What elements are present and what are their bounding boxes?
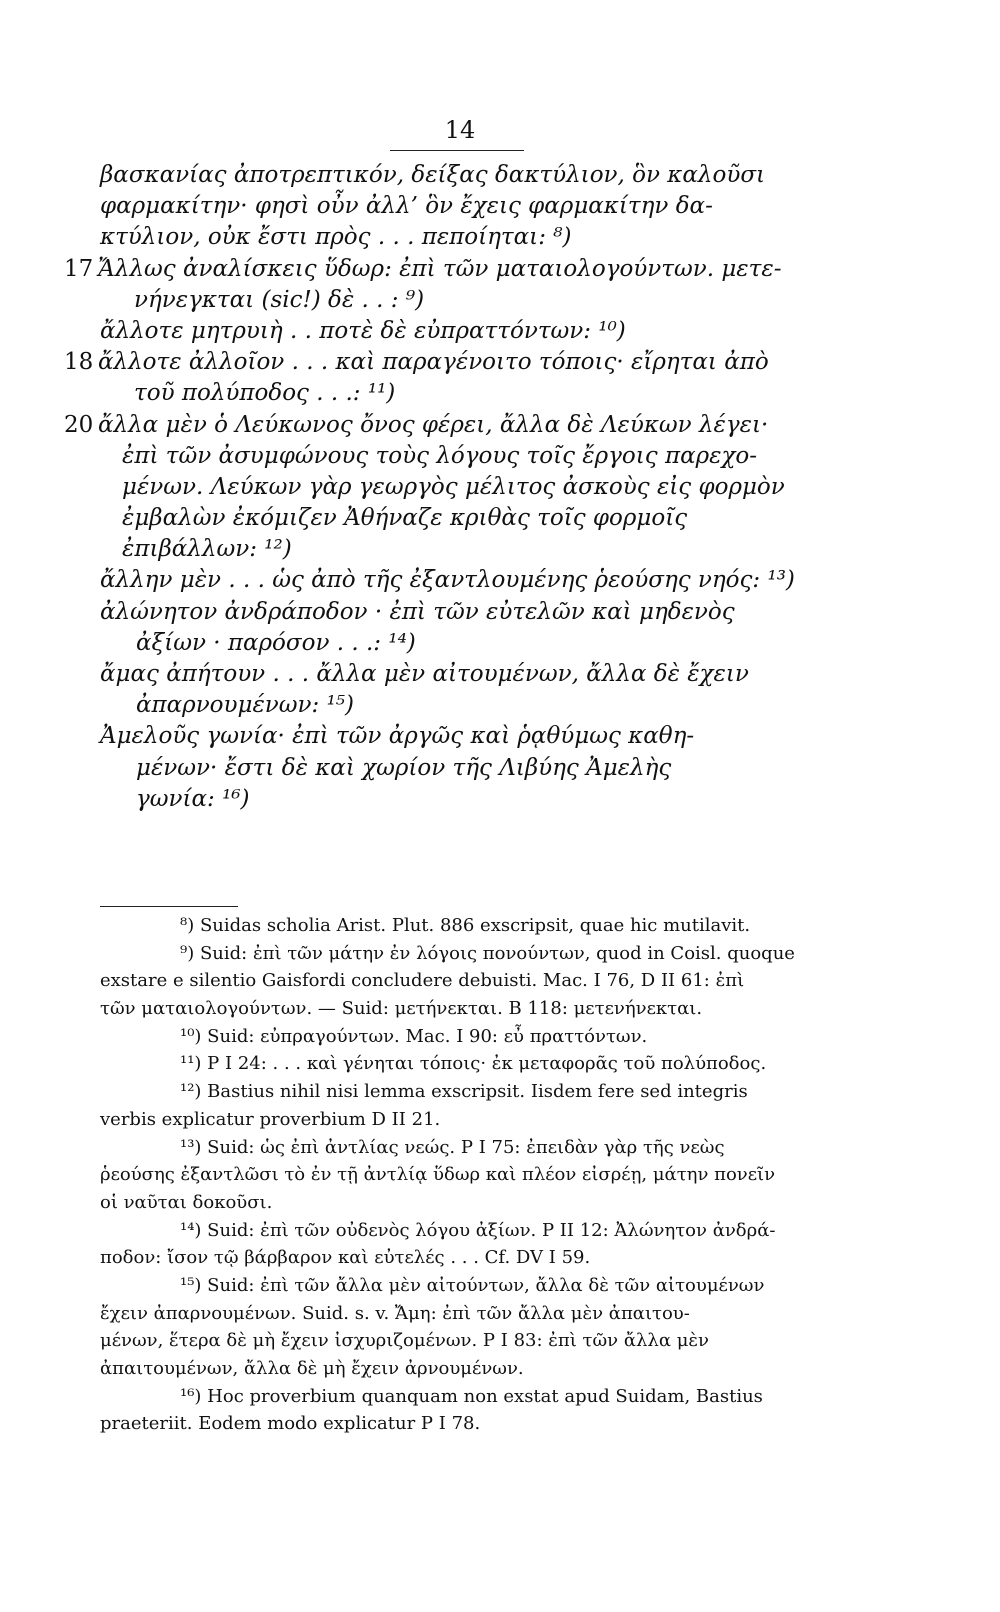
footnote-line: ¹⁴) Suid: ἐπὶ τῶν οὐδενὸς λόγου ἀξίων. P II 12: Ἀλώνητον ἀνδρά- bbox=[180, 1219, 776, 1241]
text-line: κτύλιον, οὐκ ἔστι πρὸς . . . πεποίηται: ⁸) bbox=[100, 224, 572, 251]
text-line: ἀπαρνουμένων: ¹⁵) bbox=[136, 692, 354, 719]
line-number: 18 bbox=[64, 349, 94, 376]
footnote-line: ἀπαιτουμένων, ἄλλα δὲ μὴ ἔχειν ἀρνουμένων. bbox=[100, 1358, 524, 1379]
footnote-line: ¹⁵) Suid: ἐπὶ τῶν ἄλλα μὲν αἰτούντων, ἄλλα δὲ τῶν αἰτουμένων bbox=[180, 1274, 765, 1296]
footnote-line: ⁹) Suid: ἐπὶ τῶν μάτην ἐν λόγοις πονούντων, quod in Coisl. quoque bbox=[180, 942, 795, 964]
text-line: ἀξίων · παρόσον . . .: ¹⁴) bbox=[136, 629, 416, 656]
footnote-rule bbox=[100, 906, 238, 907]
line-number: 20 bbox=[64, 411, 94, 438]
page-number: 14 bbox=[444, 116, 476, 144]
text-line: φαρμακίτην· φησὶ οὖν ἀλλ’ ὃν ἔχεις φαρμακίτην δα- bbox=[100, 193, 713, 220]
text-line: ἄμας ἀπήτουν . . . ἄλλα μὲν αἰτουμένων, ἄλλα δὲ ἔχειν bbox=[100, 661, 749, 687]
line-text: ἄλλοτε ἀλλοῖον . . . καὶ παραγένοιτο τόποις· εἴρηται ἀπὸ bbox=[98, 349, 769, 376]
footnote-line: ¹⁶) Hoc proverbium quanquam non exstat apud Suidam, Bastius bbox=[180, 1385, 763, 1407]
footnote-line: ¹¹) P I 24: . . . καὶ γένηται τόποις· ἐκ μεταφορᾶς τοῦ πολύποδος. bbox=[180, 1053, 767, 1075]
footnote-line: ¹³) Suid: ὡς ἐπὶ ἀντλίας νεώς. P I 75: ἐπειδὰν γὰρ τῆς νεὼς bbox=[180, 1136, 725, 1158]
text-line: τοῦ πολύποδος . . .: ¹¹) bbox=[134, 380, 396, 407]
text-line: Ἀμελοῦς γωνία· ἐπὶ τῶν ἀργῶς καὶ ῥᾳθύμως καθη- bbox=[100, 723, 695, 750]
line-text: ἄλλα μὲν ὁ Λεύκωνος ὄνος φέρει, ἄλλα δὲ Λεύκων λέγει· bbox=[98, 411, 769, 438]
line-text: Ἄλλως ἀναλίσκεις ὕδωρ: ἐπὶ τῶν ματαιολογούντων. μετε- bbox=[98, 255, 782, 282]
footnote-line: praeteriit. Eodem modo explicatur P I 78. bbox=[100, 1413, 481, 1435]
footnote-line: οἱ ναῦται δοκοῦσι. bbox=[100, 1191, 273, 1213]
footnote-line: ῥεούσης ἐξαντλῶσι τὸ ἐν τῇ ἀντλίᾳ ὕδωρ καὶ πλέον εἰσρέῃ, μάτην πονεῖν bbox=[100, 1164, 776, 1186]
text-line: νήνεγκται (sic!) δὲ . . : ⁹) bbox=[134, 286, 425, 313]
text-line bbox=[64, 410, 880, 441]
footnote-line: exstare e silentio Gaisfordi concludere debuisti. Mac. I 76, D II 61: ἐπὶ bbox=[100, 970, 745, 992]
footnote-line: τῶν ματαιολογούντων. — Suid: μετήνεκται. B 118: μετενήνεκται. bbox=[100, 998, 703, 1020]
footnote-line: verbis explicatur proverbium D II 21. bbox=[100, 1108, 441, 1130]
footnote-line: μένων, ἕτερα δὲ μὴ ἔχειν ἰσχυριζομένων. P I 83: ἐπὶ τῶν ἄλλα μὲν bbox=[100, 1330, 709, 1352]
footnote-line: ⁸) Suidas scholia Arist. Plut. 886 exscripsit, quae hic mutilavit. bbox=[180, 915, 751, 936]
text-line bbox=[64, 254, 880, 285]
text-line: γωνία: ¹⁶) bbox=[136, 785, 250, 812]
text-line: ἐπιβάλλων: ¹²) bbox=[122, 536, 292, 563]
main-text bbox=[64, 160, 880, 815]
line-number: 17 bbox=[64, 255, 94, 282]
text-line: ἐμβαλὼν ἐκόμιζεν Ἀθήναζε κριθὰς τοῖς φορμοῖς bbox=[122, 505, 688, 532]
text-line bbox=[64, 347, 880, 378]
text-line: ἄλλην μὲν . . . ὡς ἀπὸ τῆς ἐξαντλουμένης ῥεούσης νηός: ¹³) bbox=[100, 567, 795, 594]
text-line: ἄλλοτε μητρυιὴ . . ποτὲ δὲ εὐπραττόντων: ¹⁰) bbox=[100, 317, 626, 344]
footnote-line: ¹⁰) Suid: εὐπραγούντων. Mac. I 90: εὖ πραττόντων. bbox=[180, 1025, 648, 1047]
text-line: ἀλώνητον ἀνδράποδον · ἐπὶ τῶν εὐτελῶν καὶ μηδενὸς bbox=[100, 598, 735, 625]
text-line: μένων· ἔστι δὲ καὶ χωρίον τῆς Λιβύης Ἀμελὴς bbox=[136, 754, 672, 781]
footnote-line: ¹²) Bastius nihil nisi lemma exscripsit. Iisdem fere sed integris bbox=[180, 1081, 748, 1103]
footnote-line: ποδον: ἴσον τῷ βάρβαρον καὶ εὐτελές . . . Cf. DV I 59. bbox=[100, 1247, 591, 1269]
text-line: ἐπὶ τῶν ἀσυμφώνους τοὺς λόγους τοῖς ἔργοις παρεχο- bbox=[122, 442, 758, 469]
text-line: βασκανίας ἀποτρεπτικόν, δείξας δακτύλιον, ὃν καλοῦσι bbox=[100, 162, 766, 188]
footnotes bbox=[100, 912, 880, 1438]
header-rule bbox=[390, 150, 524, 151]
text-line: μένων. Λεύκων γὰρ γεωργὸς μέλιτος ἀσκοὺς εἰς φορμὸν bbox=[122, 473, 785, 500]
footnote-line: ἔχειν ἀπαρνουμένων. Suid. s. v. Ἄμη: ἐπὶ τῶν ἄλλα μὲν ἀπαιτου- bbox=[100, 1302, 690, 1324]
